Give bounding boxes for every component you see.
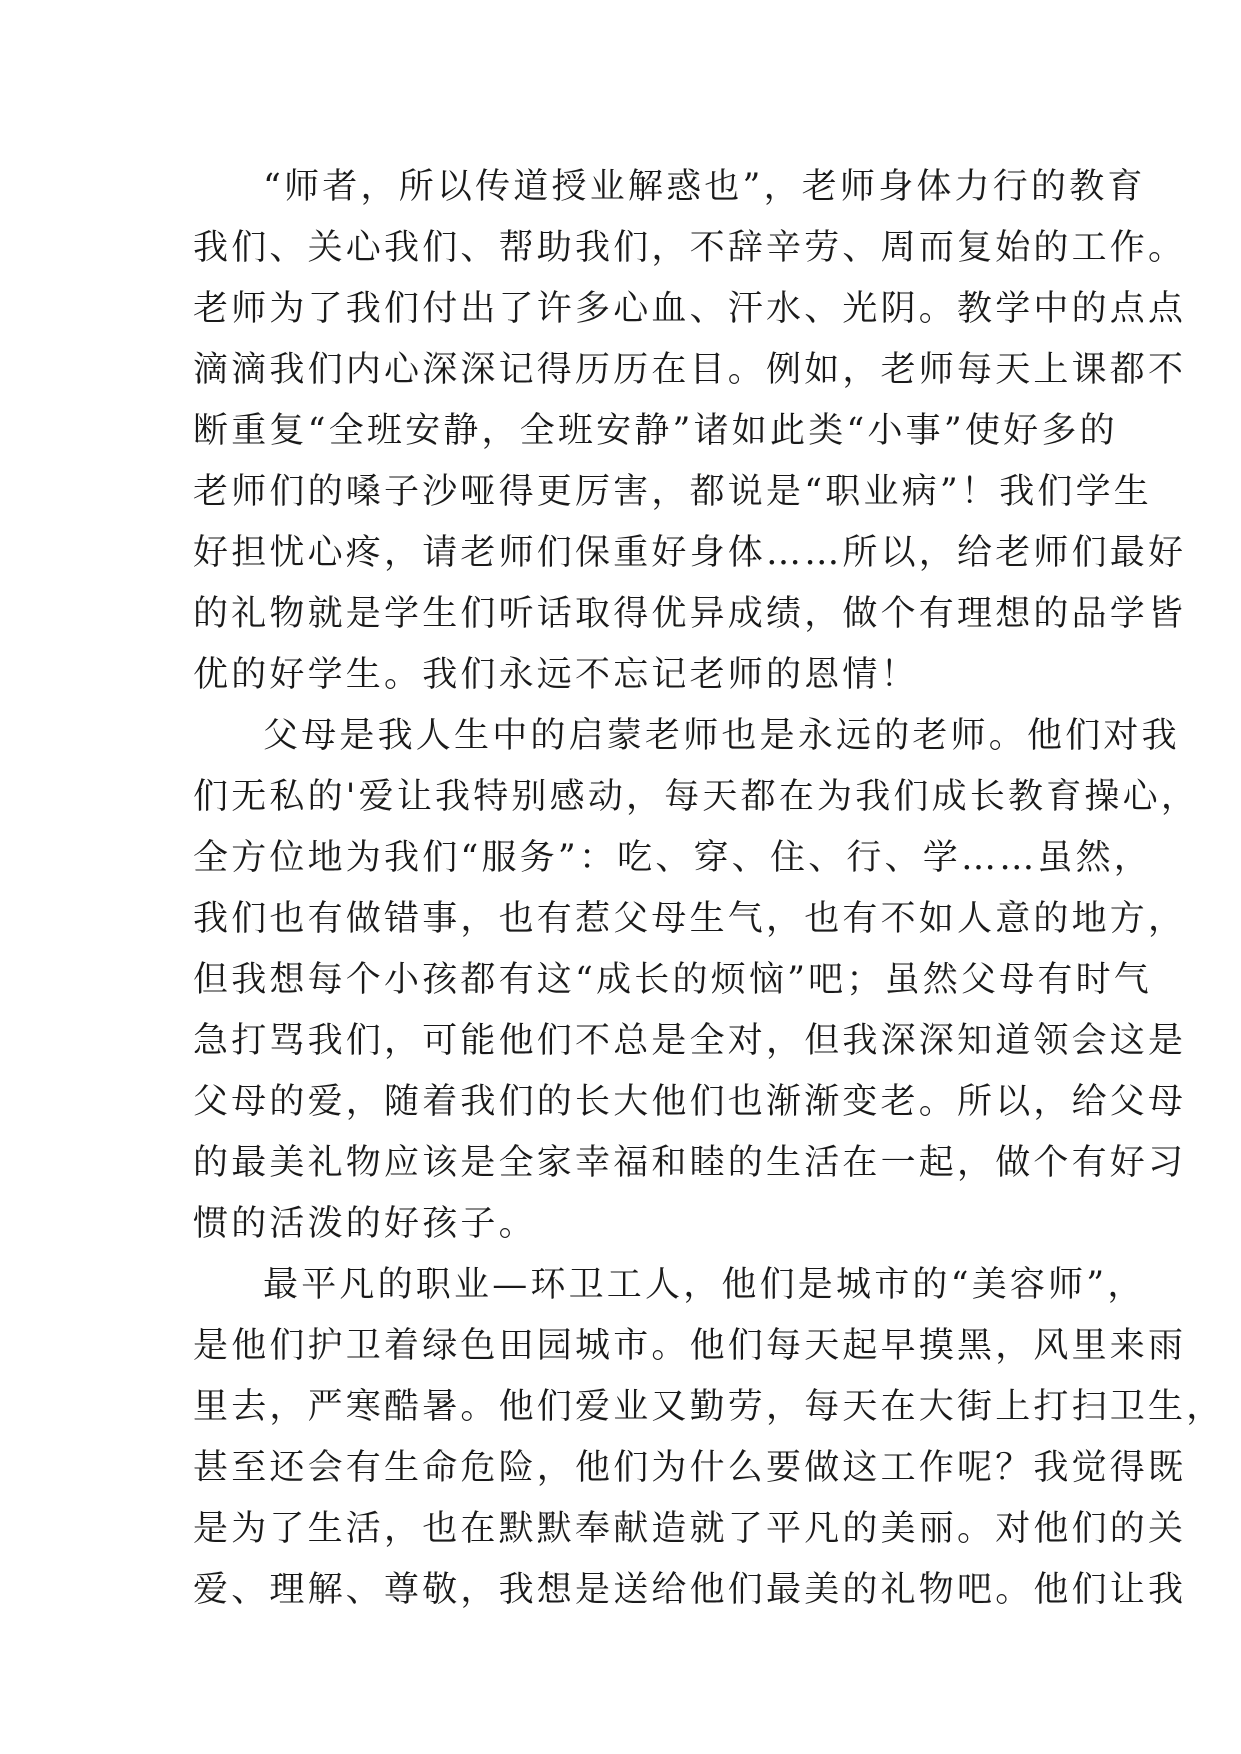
text-line: 老师为了我们付出了许多心血、汗水、光阴。教学中的点点: [193, 289, 1187, 329]
body-text: [193, 157, 1225, 1621]
text-line: 的礼物就是学生们听话取得优异成绩，做个有理想的品学皆: [193, 594, 1187, 634]
paragraph-first-line: “师者，所以传道授业解惑也”，老师身体力行的教育: [263, 167, 1146, 207]
text-line: 惯的活泼的好孩子。: [193, 1204, 537, 1244]
text-line: 我们、关心我们、帮助我们，不辞辛劳、周而复始的工作。: [193, 228, 1187, 268]
text-line: 滴滴我们内心深深记得历历在目。例如，老师每天上课都不: [193, 350, 1187, 390]
text-line: 父母的爱，随着我们的长大他们也渐渐变老。所以，给父母: [193, 1082, 1187, 1122]
text-line: 优的好学生。我们永远不忘记老师的恩情！: [193, 655, 919, 695]
text-line: 老师们的嗓子沙哑得更厉害，都说是“职业病”！我们学生: [193, 472, 1152, 512]
text-line: 但我想每个小孩都有这“成长的烦恼”吧；虽然父母有时气: [193, 960, 1152, 1000]
text-line: 是他们护卫着绿色田园城市。他们每天起早摸黑，风里来雨: [193, 1326, 1187, 1366]
text-line: 急打骂我们，可能他们不总是全对，但我深深知道领会这是: [193, 1021, 1187, 1061]
text-line: 全方位地为我们“服务”：吃、穿、住、行、学……虽然，: [193, 838, 1152, 878]
text-line: 好担忧心疼，请老师们保重好身体……所以，给老师们最好: [193, 533, 1187, 573]
text-line: 是为了生活，也在默默奉献造就了平凡的美丽。对他们的关: [193, 1509, 1187, 1549]
text-line: 的最美礼物应该是全家幸福和睦的生活在一起，做个有好习: [193, 1143, 1187, 1183]
text-line: 甚至还会有生命危险，他们为什么要做这工作呢？我觉得既: [193, 1448, 1187, 1488]
text-line: 里去，严寒酷暑。他们爱业又勤劳，每天在大街上打扫卫生，: [193, 1387, 1225, 1427]
paragraph-first-line: 最平凡的职业—环卫工人，他们是城市的“美容师”，: [263, 1265, 1146, 1305]
text-line: 我们也有做错事，也有惹父母生气，也有不如人意的地方，: [193, 899, 1187, 939]
text-line: 们无私的'爱让我特别感动，每天都在为我们成长教育操心，: [193, 777, 1200, 817]
text-line: 爱、理解、尊敬，我想是送给他们最美的礼物吧。他们让我: [193, 1570, 1187, 1610]
text-line: 断重复“全班安静，全班安静”诸如此类“小事”使好多的: [193, 411, 1118, 451]
paragraph-first-line: 父母是我人生中的启蒙老师也是永远的老师。他们对我: [263, 716, 1180, 756]
